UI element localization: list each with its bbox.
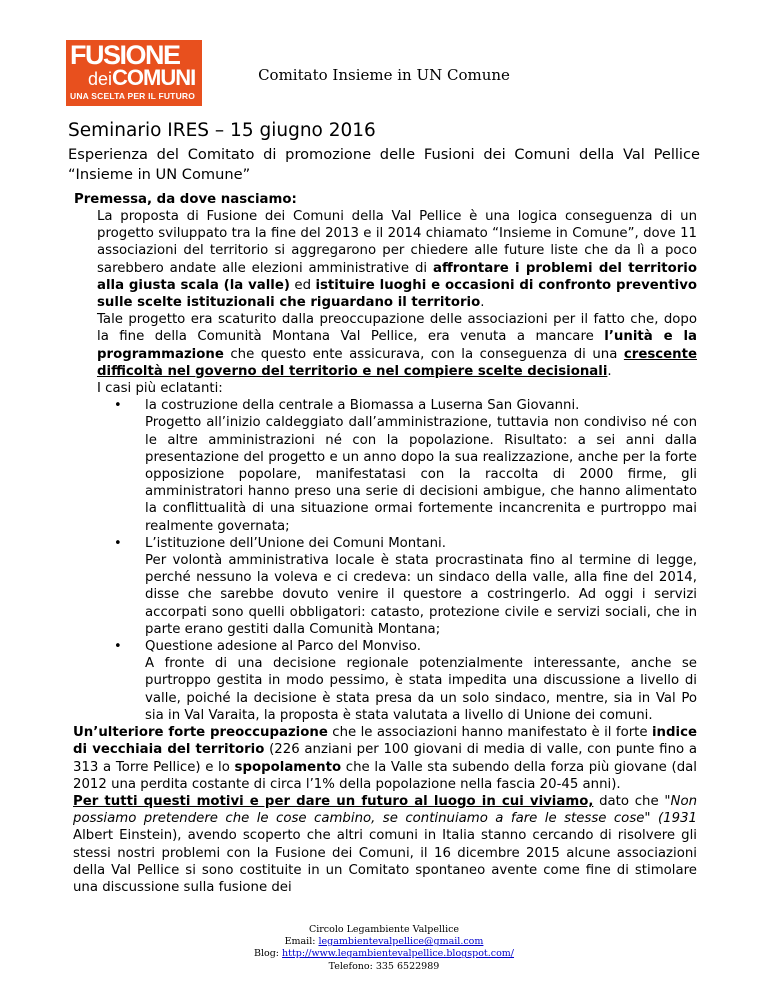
logo-line2: deiCOMUNI: [88, 65, 196, 90]
paragraph-premessa: La proposta di Fusione dei Comuni della Val Pellice è una logica conseguenza di un progetto sviluppato tra la fine del 2013 e il 2014 chiamato “Insieme in Comune”, dove 11 associazioni del territorio si aggregarono per chiedere alle future liste che da lì a poco sarebbero andate alle elezioni amministrative di affrontare i problemi del territorio alla giusta scala (la valle) ed istituire luoghi e occasioni di confronto preventivo sulle scelte istituzionali che riguardano il territorio.: [97, 209, 697, 311]
email-link[interactable]: legambientevalpellice@gmail.com: [318, 936, 484, 948]
bullet-icon: •: [114, 398, 122, 414]
bullet-icon: •: [114, 639, 122, 655]
page-subtitle: Esperienza del Comitato di promozione delle Fusioni dei Comuni della Val Pellice “Insieme in UN Comune”: [68, 146, 700, 183]
footer-email: Email: legambientevalpellice@gmail.com: [284, 936, 484, 948]
cases-list: [97, 397, 697, 724]
committee-header: Comitato Insieme in UN Comune: [258, 66, 510, 84]
page-footer: [0, 924, 768, 973]
paragraph-motivi: Per tutti questi motivi e per dare un futuro al luogo in cui viviamo, dato che "Non possiamo pretendere che le cose cambino, se continuiamo a fare le stesse cose" (1931 Albert Einstein), avendo scoperto che altri comuni in Italia stanno cercando di risolvere gli stessi nostri problemi con la Fusione dei Comuni, il 16 dicembre 2015 alcune associazioni della Val Pellice si sono costituite in un Comitato spontaneo avente come fine di stimolare una discussione sulla fusione dei: [73, 793, 698, 895]
blog-link[interactable]: http://www.legambientevalpellice.blogspot.com/: [282, 948, 515, 960]
document-body: [73, 208, 698, 896]
paragraph-comunita-montana: Tale progetto era scaturito dalla preoccupazione delle associazioni per il fatto che, dopo la fine della Comunità Montana Val Pellice, era venuta a mancare l’unità e la programmazione che questo ente assicurava, con la conseguenza di una crescente difficoltà nel governo del territorio e nel compiere scelte decisionali.: [97, 312, 697, 379]
page-title: Seminario IRES – 15 giugno 2016: [68, 120, 376, 141]
footer-blog: Blog: http://www.legambientevalpellice.blogspot.com/: [253, 948, 515, 960]
list-item: • Questione adesione al Parco del Monviso. A fronte di una decisione regionale potenzialmente interessante, anche se purtroppo gestita in modo pessimo, è stata impedita una discussione a livello di valle, poiché la decisione è stata presa da un solo sindaco, mentre, sia in Val Po sia in Val Varaita, la proposta è stata valutata a livello di Unione dei comuni.: [114, 639, 697, 723]
paragraph-preoccupazione: Un’ulteriore forte preoccupazione che le associazioni hanno manifestato è il forte indice di vecchiaia del territorio (226 anziani per 100 giovani di media di valle, con punte fino a 313 a Torre Pellice) e lo spopolamento che la Valle sta subendo della forza più giovane (dal 2012 una perdita costante di circa l’1% della popolazione nella fascia 20-45 anni).: [73, 725, 698, 792]
list-item: • la costruzione della centrale a Biomassa a Luserna San Giovanni. Progetto all’inizio caldeggiato dall’amministrazione, tuttavia non condiviso né con le altre amministrazioni né con la popolazione. Risultato: a sei anni dalla presentazione del progetto e un anno dopo la sua realizzazione, anche per la forte opposizione popolare, manifestatasi con la raccolta di 2000 firme, gli amministratori hanno preso una serie di decisioni ambigue, che hanno alimentato la conflittualità di una situazione ormai fortemente incancrenita e purtroppo mai realmente governata;: [114, 398, 697, 534]
logo-line1: FUSIONE: [70, 40, 180, 70]
list-item: • L’istituzione dell’Unione dei Comuni Montani. Per volontà amministrativa locale è stata procrastinata fino al termine di legge, perché nessuno la voleva e ci credeva: un sindaco della valle, alla fine del 2014, disse che sarebbe dovuto venire il questore a costringerlo. Ad oggi i servizi accorpati sono quelli obbligatori: catasto, protezione civile e servizi sociali, che in parte erano gestiti dalla Comunità Montana;: [114, 535, 697, 637]
section-title: Premessa, da dove nasciamo:: [74, 192, 297, 207]
footer-org: Circolo Legambiente Valpellice: [308, 924, 460, 935]
footer-phone: Telefono: 335 6522989: [328, 960, 440, 972]
logo-tagline: UNA SCELTA PER IL FUTURO: [70, 91, 196, 101]
bullet-icon: •: [114, 535, 122, 551]
cases-intro: I casi più eclatanti:: [97, 381, 223, 397]
